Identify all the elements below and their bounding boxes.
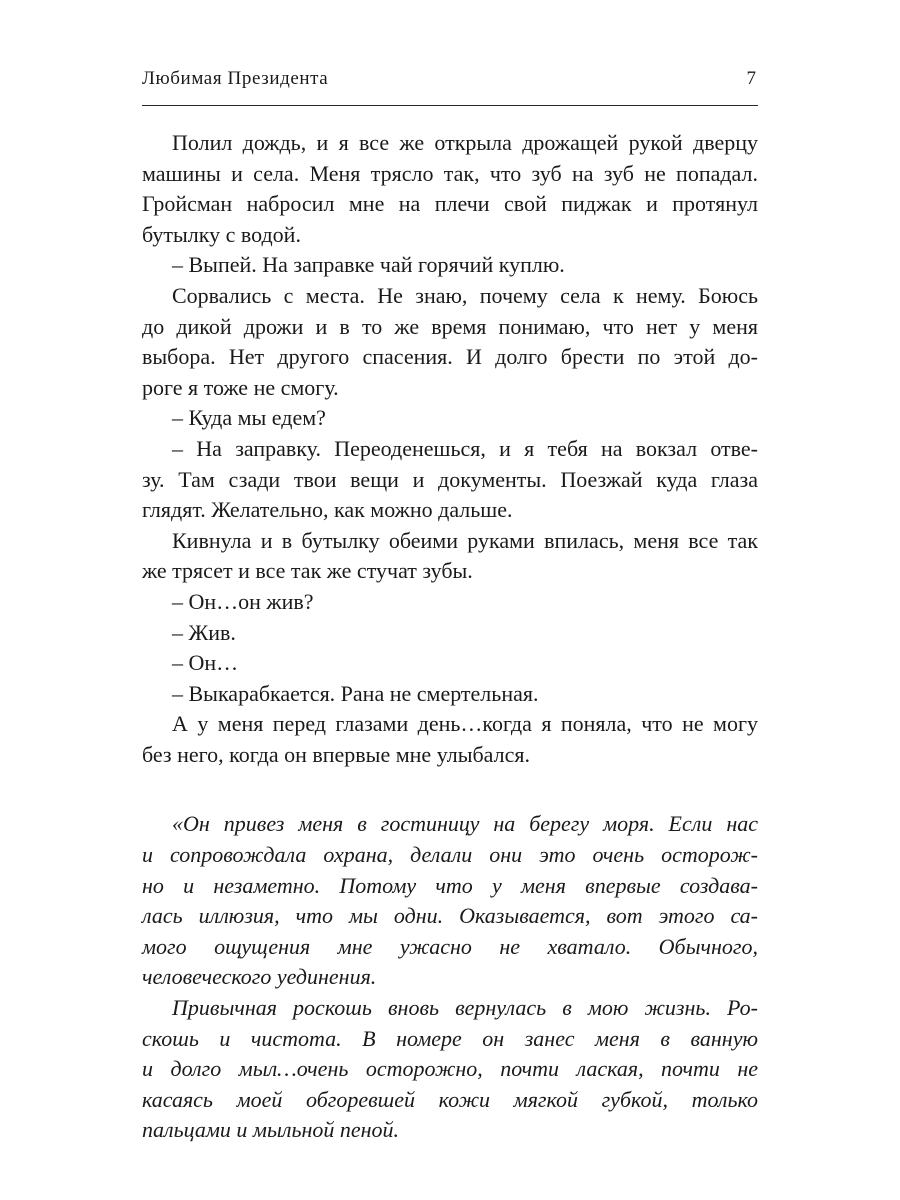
text-line: зу. Там сзади твои вещи и документы. Поезжай куда глаза <box>142 466 758 492</box>
text-line: до дикой дрожи и в то же время понимаю, что нет у меня <box>142 313 758 339</box>
main-text <box>142 128 758 1146</box>
italic-line: касаясь моей обгоревшей кожи мягкой губкой, только <box>142 1086 758 1112</box>
text-line: роге я тоже не смогу. <box>142 374 339 400</box>
text-line: Полил дождь, и я все же открыла дрожащей рукой дверцу <box>172 130 758 155</box>
text-line: машины и села. Меня трясло так, что зуб на зуб не попадал. <box>142 160 758 186</box>
page-header <box>142 62 758 106</box>
text-line: – Он… <box>172 650 239 676</box>
text-line: выбора. Нет другого спасения. И долго брести по этой до- <box>142 344 758 370</box>
section-spacer <box>142 770 758 809</box>
text-line: глядят. Желательно, как можно дальше. <box>142 497 513 523</box>
running-title: Любимая Президента <box>142 68 329 89</box>
text-line: А у меня перед глазами день…когда я поняла, что не могу <box>172 711 758 737</box>
text-line: – Выпей. На заправке чай горячий куплю. <box>172 252 565 278</box>
italic-line: мого ощущения мне ужасно не хватало. Обычного, <box>142 933 758 959</box>
italic-line: и сопровождала охрана, делали они это очень осторож- <box>142 842 758 868</box>
italic-line: Привычная роскошь вновь вернулась в мою жизнь. Ро- <box>172 995 758 1021</box>
italic-line: пальцами и мыльной пеной. <box>142 1117 400 1143</box>
page-number: 7 <box>746 68 756 89</box>
italic-line: и долго мыл…очень осторожно, почти лаская, почти не <box>142 1056 758 1082</box>
text-line: – Жив. <box>172 619 236 645</box>
text-line: Гройсман набросил мне на плечи свой пиджак и протянул <box>142 191 758 217</box>
italic-line: «Он привез меня в гостиницу на берегу моря. Если нас <box>172 811 758 837</box>
text-line: Сорвались с места. Не знаю, почему села к нему. Боюсь <box>172 282 758 308</box>
text-line: – Выкарабкается. Рана не смертельная. <box>172 680 539 706</box>
text-line: – На заправку. Переоденешься, и я тебя на вокзал отве- <box>172 435 758 461</box>
italic-flashback <box>142 809 758 1146</box>
italic-line: человеческого уединения. <box>142 964 377 990</box>
text-line: Кивнула и в бутылку обеими руками впилась, меня все так <box>172 527 758 553</box>
italic-line: лась иллюзия, что мы одни. Оказывается, вот этого са- <box>142 903 758 929</box>
text-line: – Куда мы едем? <box>172 405 326 431</box>
text-line: – Он…он жив? <box>172 588 314 614</box>
text-line: без него, когда он впервые мне улыбался. <box>142 741 530 767</box>
italic-line: скошь и чистота. В номере он занес меня в ванную <box>142 1025 758 1051</box>
text-line: же трясет и все так же стучат зубы. <box>142 558 473 584</box>
text-line: бутылку с водой. <box>142 221 301 247</box>
italic-line: но и незаметно. Потому что у меня впервые создава- <box>142 872 758 898</box>
